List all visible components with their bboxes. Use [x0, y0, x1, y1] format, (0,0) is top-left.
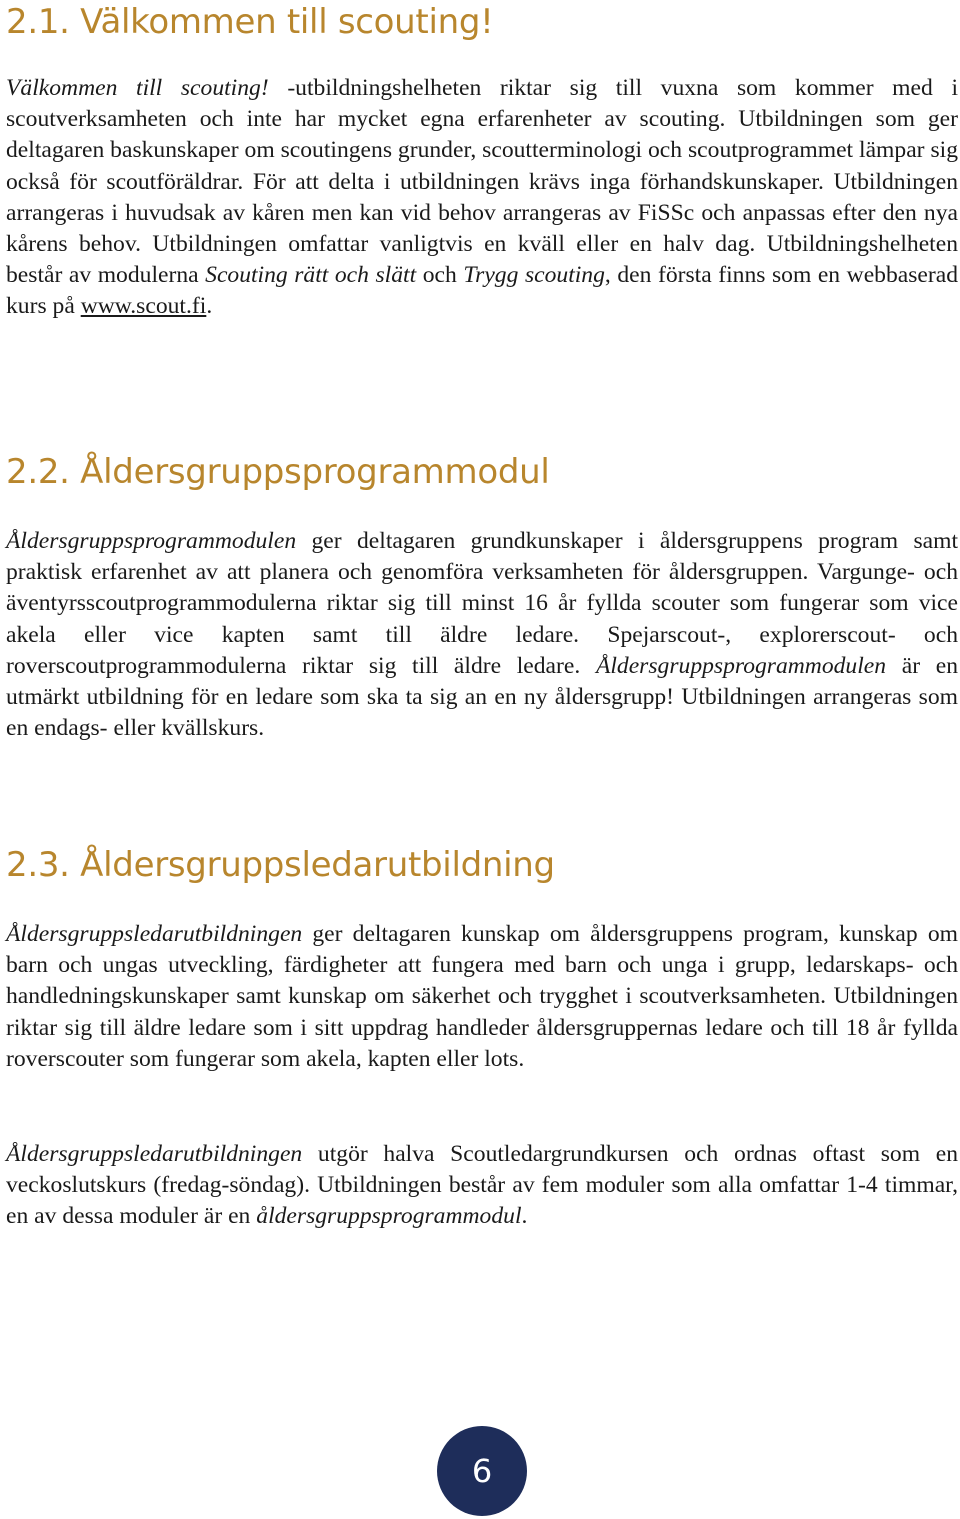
italic-text: Scouting rätt och slätt: [205, 262, 417, 289]
paragraph: [6, 526, 958, 744]
section-heading-2-2: 2.2. Åldersgruppsprogrammodul: [6, 452, 550, 492]
paragraph-text: utgör halva Scoutledargrundkursen och ordnas oftast som en veckoslutskurs (fredag-söndag). Utbildningen består av fem moduler som alla omfattar 1-4 timmar, en av dessa moduler är en: [6, 1141, 958, 1230]
paragraph-text: .: [206, 293, 213, 320]
paragraph-text: .: [521, 1203, 528, 1230]
paragraph-text: är en utmärkt utbildning för en ledare som ska ta sig an en ny åldersgrupp! Utbildningen arrangeras som en endags- eller kvällskurs.: [6, 652, 958, 742]
web-link[interactable]: www.scout.fi: [80, 293, 207, 320]
paragraph-text: ger deltagaren kunskap om åldersgruppens program, kunskap om barn och ungas utveckling, färdigheter att fungera med barn och unga i grupp, ledarskaps- och handledningskunskaper samt kunskap om säkerhet och trygghet i scoutverksamheten. Utbildningen riktar sig till äldre ledare som i sitt uppdrag handleder åldersgruppernas ledare och till 18 år fyllda roverscouter som fungerar som akela, kapten eller lots.: [6, 921, 958, 1072]
italic-text: Välkommen till scouting!: [6, 75, 269, 101]
paragraph-text: -utbildningshelheten riktar sig till vuxna som kommer med i scoutverksamheten och inte har mycket egna erfarenheter av scouting. Utbildningen som ger deltagaren baskunskaper om scoutingens grunder, scoutterminologi och scoutprogrammet lämpar sig också för scoutföräldrar. För att delta i utbildningen krävs inga förhandskunskaper. Utbildningen arrangeras i huvudsak av kåren men kan vid behov arrangeras av FiSSc och anpassas efter den nya kårens behov. Utbildningen omfattar vanligtvis en kväll eller en halv dag. Utbildningshelheten består av modulerna: [6, 75, 958, 289]
section-heading-2-3: 2.3. Åldersgruppsledarutbildning: [6, 845, 555, 885]
italic-text: Åldersgruppsledarutbildningen: [6, 1141, 303, 1167]
paragraph-text: ger deltagaren grundkunskaper i åldersgruppens program samt praktisk erfarenhet av att planera och genomföra verksamheten för åldersgruppen. Vargunge- och äventyrsscoutprogrammodulerna riktar sig till minst 16 år fyllda scouter som fungerar som vice akela eller vice kapten samt till äldre ledare. Spejarscout-, explorerscout- och roverscoutprogrammodulerna riktar sig till äldre ledare.: [6, 528, 958, 679]
paragraph: [6, 73, 958, 323]
italic-text: Åldersgruppsprogrammodulen: [6, 528, 297, 554]
section-heading-2-1: 2.1. Välkommen till scouting!: [6, 2, 494, 42]
italic-text: Åldersgruppsledarutbildningen: [6, 921, 303, 947]
paragraph: [6, 919, 958, 1075]
page-number-badge: 6: [437, 1426, 527, 1516]
italic-text: Trygg scouting: [463, 262, 605, 289]
paragraph: [6, 1139, 958, 1233]
italic-text: åldersgruppsprogrammodul: [256, 1203, 522, 1230]
paragraph-text: och: [416, 262, 464, 289]
paragraph-text: , den första finns som en webbaserad kurs på: [6, 262, 959, 320]
italic-text: Åldersgruppsprogrammodulen: [595, 652, 887, 679]
